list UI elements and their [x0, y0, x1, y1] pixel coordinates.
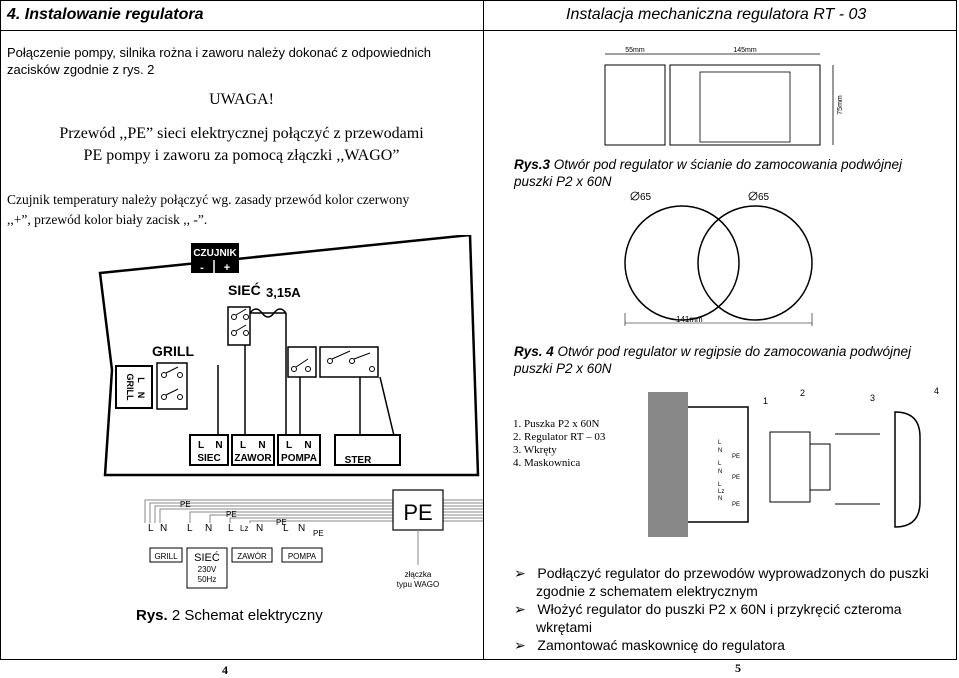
svg-text:2: 2: [800, 388, 806, 398]
svg-text:145mm: 145mm: [733, 47, 757, 54]
cover-section: [895, 412, 920, 527]
svg-text:Lz: Lz: [718, 489, 725, 495]
svg-text:PE: PE: [732, 475, 741, 481]
fuse-label: 3,15A: [266, 285, 301, 300]
czujnik-minus: -: [200, 262, 204, 274]
svg-text:L: L: [718, 482, 722, 488]
figure-2-caption: Rys. 2 Schemat elektryczny: [136, 607, 323, 624]
arrow-bullet-icon: ➢: [514, 637, 538, 653]
right-heading-rule: [483, 30, 957, 31]
svg-text:65: 65: [758, 192, 770, 203]
arrow-bullet-icon: ➢: [514, 601, 538, 617]
svg-text:N: N: [136, 391, 146, 399]
svg-text:L: L: [148, 523, 154, 534]
svg-text:3: 3: [870, 393, 876, 403]
svg-text:POMPA: POMPA: [287, 552, 317, 561]
siec-label: SIEĆ: [228, 282, 261, 298]
svg-text:L: L: [239, 440, 247, 451]
bullet-2: ➢ Włożyć regulator do puszki P2 x 60N i przykręcić czteroma: [514, 601, 902, 617]
svg-text:PE: PE: [180, 500, 191, 509]
svg-text:65: 65: [640, 192, 652, 203]
right-heading: Instalacja mechaniczna regulatora RT - 03: [566, 6, 867, 23]
intro-text: [7, 44, 477, 78]
regulator-section: [770, 432, 810, 502]
svg-text:POMPA: POMPA: [281, 453, 317, 464]
dimension-141: 141mm: [676, 315, 703, 324]
svg-text:N: N: [160, 523, 168, 534]
svg-text:L: L: [718, 461, 722, 467]
svg-text:SIEĆ: SIEĆ: [194, 552, 220, 564]
relay-1: [288, 347, 316, 377]
parts-item-1: 1. Puszka P2 x 60N: [513, 418, 600, 430]
wago-label-2: typu WAGO: [396, 580, 440, 589]
svg-text:L: L: [718, 440, 722, 446]
czujnik-plus: +: [223, 262, 231, 274]
svg-text:L: L: [197, 440, 205, 451]
grill-label: GRILL: [152, 343, 194, 359]
grill-terminal-label: GRILL: [125, 373, 135, 401]
svg-text:N: N: [304, 440, 312, 451]
sensor-line-1: Czujnik temperatury należy połączyć wg. zasady przewód kolor czerwony: [7, 192, 410, 207]
right-page-number: 5: [735, 661, 741, 675]
svg-text:L: L: [187, 523, 193, 534]
warning-text: [0, 123, 483, 167]
svg-text:4: 4: [934, 386, 940, 396]
sensor-line-2: ,,+”, przewód kolor biały zacisk ,, -”.: [7, 212, 208, 227]
warning-title: UWAGA!: [209, 91, 274, 108]
svg-text:PE: PE: [276, 518, 287, 527]
wago-label-1: złączka: [404, 570, 432, 579]
svg-text:PE: PE: [732, 502, 741, 508]
intro-line-2: zacisków zgodnie z rys. 2: [7, 62, 155, 77]
bullet-1: ➢ Podłączyć regulator do przewodów wyprowadzonych do puszki: [514, 565, 929, 581]
svg-text:SIEC: SIEC: [197, 453, 221, 464]
wall-opening-drawing: [595, 40, 950, 150]
column-divider: [483, 0, 484, 660]
terminal-siec: [190, 435, 228, 465]
left-heading: 4. Instalowanie regulatora: [7, 6, 204, 23]
svg-text:L: L: [283, 523, 289, 534]
wago-pe-label: PE: [403, 500, 433, 525]
svg-text:75mm: 75mm: [837, 95, 844, 115]
left-page-number: 4: [222, 663, 228, 677]
figure-3-caption: Rys.3 Otwór pod regulator w ścianie do zamocowania podwójnej puszki P2 x 60N: [514, 157, 902, 189]
bullet-3: ➢ Zamontować maskownicę do regulatora: [514, 637, 785, 653]
terminal-pompa: [278, 435, 320, 465]
mounting-exploded-view: [640, 382, 950, 547]
svg-text:L: L: [228, 523, 234, 534]
svg-text:ZAWOR: ZAWOR: [234, 453, 272, 464]
svg-text:L: L: [285, 440, 293, 451]
svg-text:1: 1: [763, 396, 769, 406]
svg-text:Lz: Lz: [240, 524, 249, 533]
svg-text:N: N: [718, 469, 723, 475]
parts-item-3: 3. Wkręty: [513, 444, 557, 456]
svg-text:STER: STER: [344, 455, 372, 466]
svg-text:N: N: [258, 440, 266, 451]
svg-text:N: N: [256, 523, 264, 534]
svg-text:55mm: 55mm: [625, 47, 645, 54]
warning-line-2: PE pompy i zaworu za pomocą złączki ,,WAGO”: [83, 147, 400, 164]
czujnik-label: CZUJNIK: [193, 248, 237, 259]
svg-text:L: L: [136, 377, 146, 383]
warning-line-1: Przewód ,,PE” sieci elektrycznej połączyć z przewodami: [59, 125, 424, 142]
terminal-ster: [335, 435, 400, 466]
svg-text:N: N: [215, 440, 223, 451]
svg-text:230V: 230V: [197, 565, 217, 574]
intro-line-1: Połączenie pompy, silnika rożna i zaworu należy dokonać z odpowiednich: [7, 45, 431, 60]
figure-4-caption: Rys. 4 Otwór pod regulator w regipsie do zamocowania podwójnej puszki P2 x 60N: [514, 344, 911, 376]
terminal-zawor: [232, 435, 274, 465]
svg-text:N: N: [205, 523, 213, 534]
svg-text:N: N: [718, 448, 723, 454]
wiring-diagram: [0, 235, 483, 610]
parts-list: [513, 418, 605, 470]
left-heading-rule: [0, 30, 483, 31]
svg-text:50Hz: 50Hz: [197, 575, 217, 584]
svg-text:N: N: [718, 496, 723, 502]
instruction-bullets: ➢ Podłączyć regulator do przewodów wyprowadzonych do puszki zgodnie z schematem elektrycznym ➢ Włożyć regulator do puszki P2 x 60N i przykręcić czteroma wkrętami ➢ Zamontować maskownicę do regulatora: [514, 564, 954, 654]
svg-text:N: N: [298, 523, 306, 534]
arrow-bullet-icon: ➢: [514, 565, 538, 581]
wall-section: [648, 392, 688, 537]
svg-text:PE: PE: [732, 454, 741, 460]
svg-text:PE: PE: [226, 510, 237, 519]
parts-item-4: 4. Maskownica: [513, 457, 581, 469]
drywall-opening-drawing: [590, 188, 850, 328]
svg-text:GRILL: GRILL: [154, 552, 178, 561]
sensor-text: [7, 190, 477, 230]
svg-text:PE: PE: [313, 529, 324, 538]
parts-item-2: 2. Regulator RT – 03: [513, 431, 606, 443]
svg-text:ZAWÓR: ZAWÓR: [237, 552, 267, 561]
